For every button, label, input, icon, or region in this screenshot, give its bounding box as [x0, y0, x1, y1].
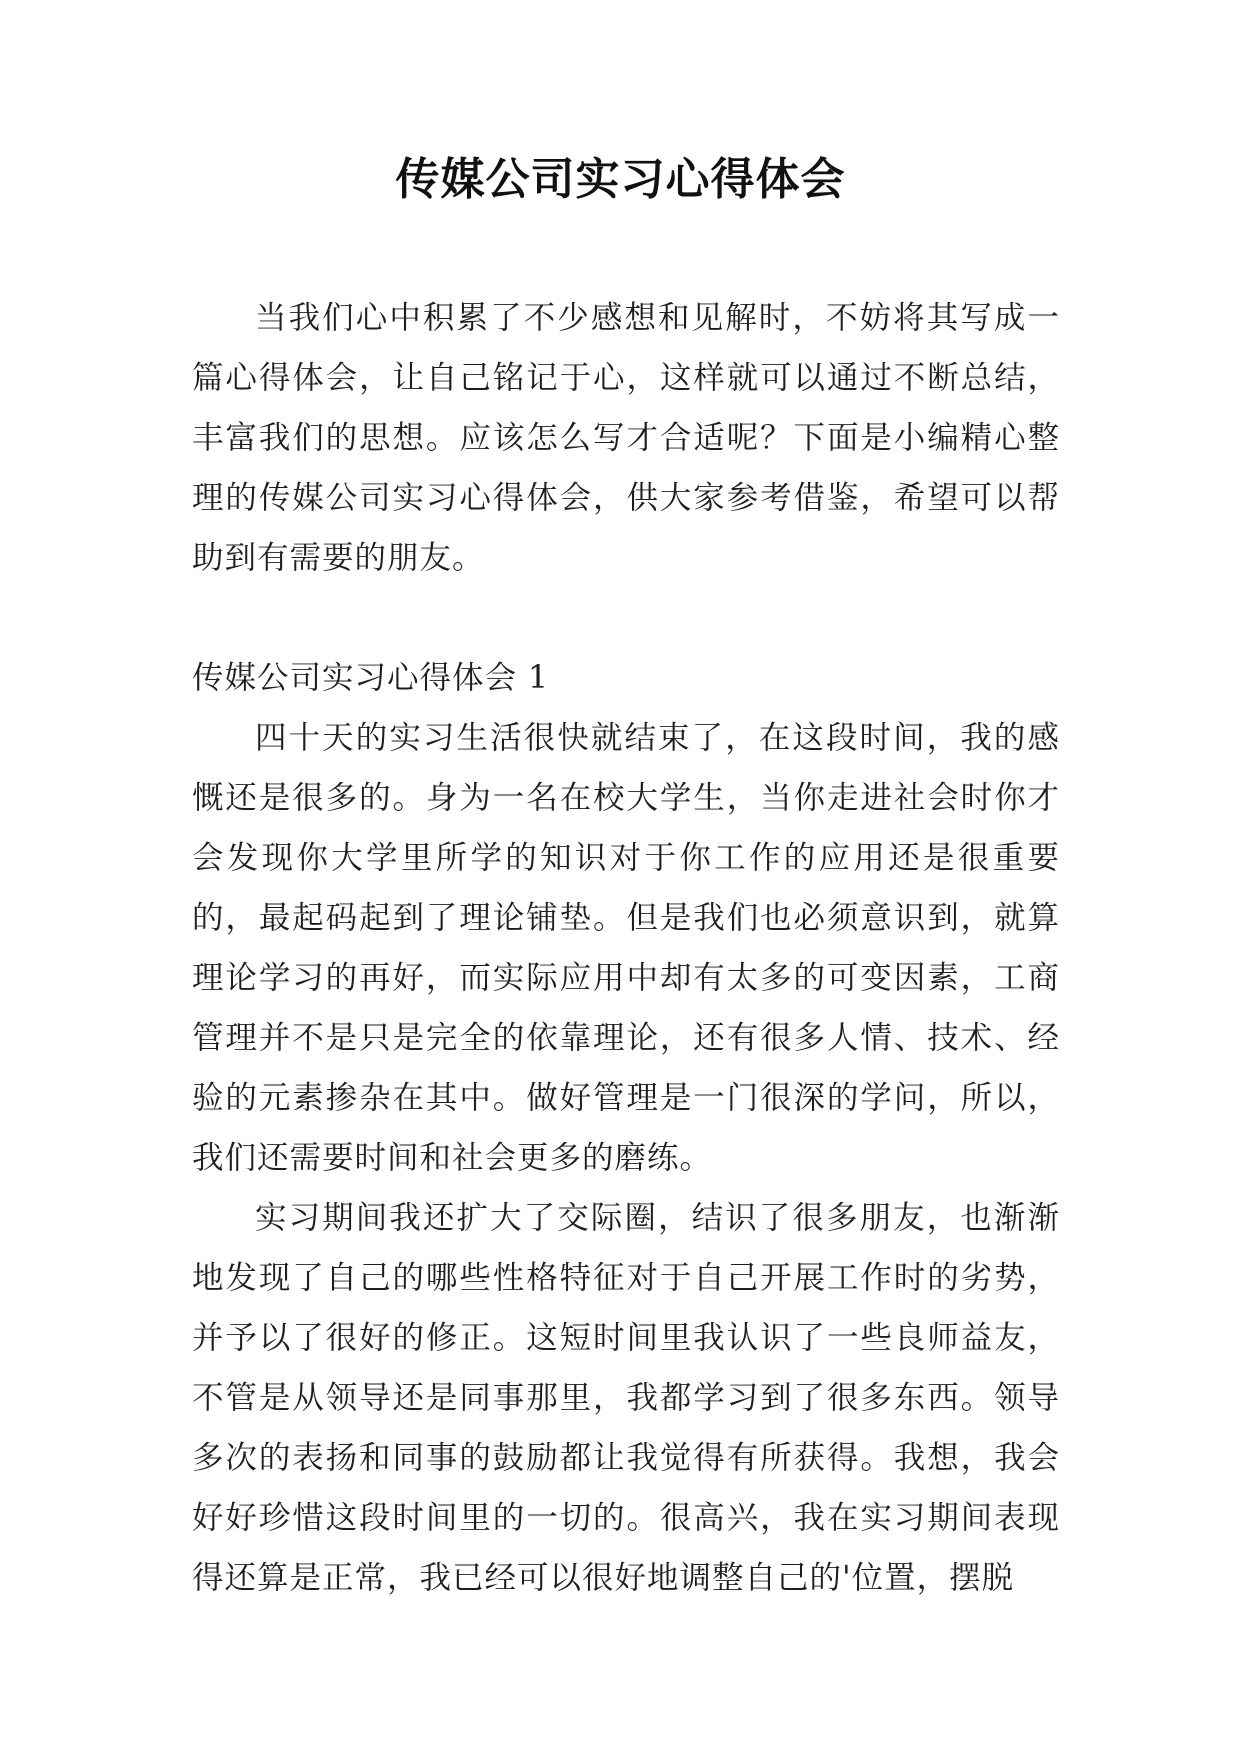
section-heading: 传媒公司实习心得体会 1: [192, 660, 550, 696]
body-paragraph: 实习期间我还扩大了交际圈，结识了很多朋友，也渐渐地发现了自己的哪些性格特征对于自己开展工作时的劣势，并予以了很好的修正。这短时间里我认识了一些良师益友，不管是从领导还是同事那里，我都学习到了很多东西。领导多次的表扬和同事的鼓励都让我觉得有所获得。我想，我会好好珍惜这段时间里的一切的。很高兴，我在实习期间表现得还算是正常，我已经可以很好地调整自己的'位置，摆脱: [192, 1200, 1060, 1596]
document-body: [192, 288, 1060, 1608]
document-title: 传媒公司实习心得体会: [395, 154, 846, 205]
body-paragraph: 四十天的实习生活很快就结束了，在这段时间，我的感慨还是很多的。身为一名在校大学生，当你走进社会时你才会发现你大学里所学的知识对于你工作的应用还是很重要的，最起码起到了理论铺垫。但是我们也必须意识到，就算理论学习的再好，而实际应用中却有太多的可变因素，工商管理并不是只是完全的依靠理论，还有很多人情、技术、经验的元素掺杂在其中。做好管理是一门很深的学问，所以，我们还需要时间和社会更多的磨练。: [192, 720, 1060, 1176]
paragraph-spacer: [192, 588, 1060, 648]
intro-paragraph: 当我们心中积累了不少感想和见解时，不妨将其写成一篇心得体会，让自己铭记于心，这样就可以通过不断总结，丰富我们的思想。应该怎么写才合适呢？下面是小编精心整理的传媒公司实习心得体会，供大家参考借鉴，希望可以帮助到有需要的朋友。: [192, 300, 1060, 576]
